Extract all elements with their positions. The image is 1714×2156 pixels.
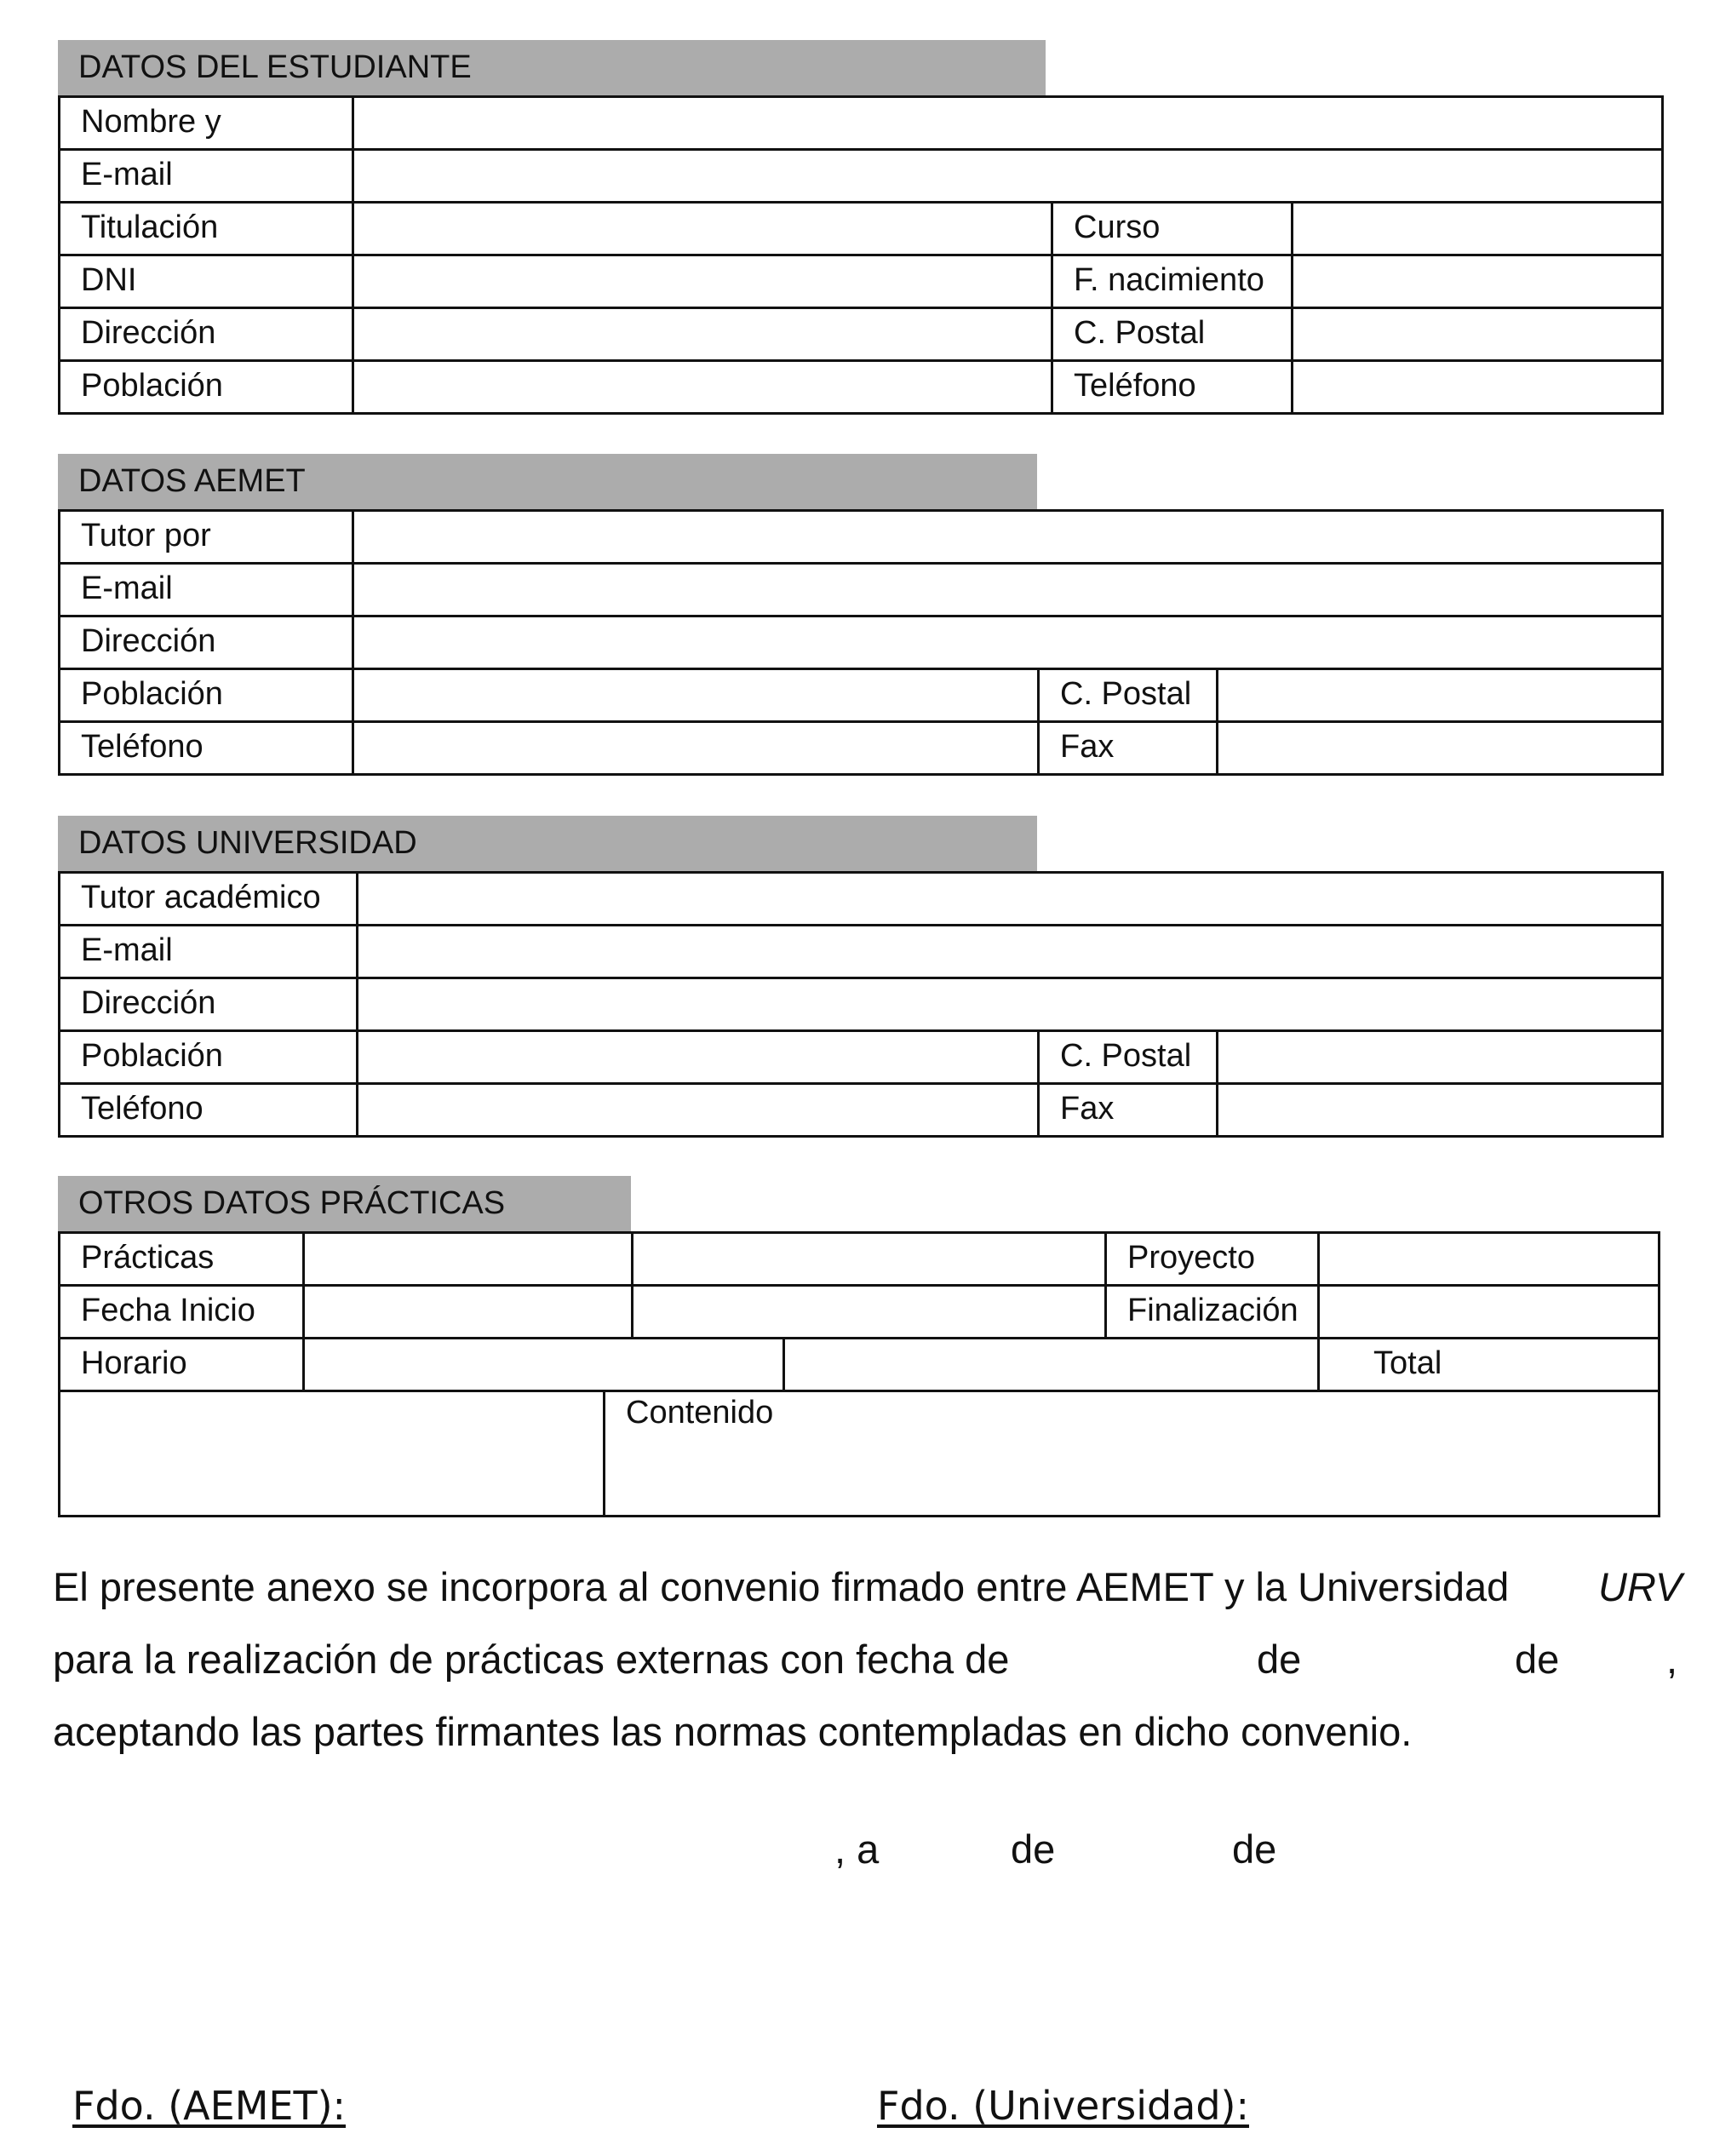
uni-direccion-field[interactable]: [356, 977, 1664, 1032]
label-uni-direccion: Dirección: [58, 977, 358, 1032]
label-aemet-direccion: Dirección: [58, 615, 354, 670]
aemet-poblacion-field[interactable]: [352, 668, 1040, 723]
label-uni-postal: C. Postal: [1037, 1029, 1218, 1085]
place-date-de-1: de: [1011, 1826, 1056, 1872]
label-aemet-telefono: Teléfono: [58, 720, 354, 776]
label-uni-poblacion: Población: [58, 1029, 358, 1085]
label-finalizacion: Finalización: [1104, 1284, 1320, 1339]
horario-field-2[interactable]: [782, 1337, 1320, 1392]
horario-field-1[interactable]: [302, 1337, 785, 1392]
section-header-estudiante: DATOS DEL ESTUDIANTE: [58, 40, 1046, 95]
label-poblacion: Población: [58, 359, 354, 415]
uni-email-field[interactable]: [356, 924, 1664, 979]
aemet-postal-field[interactable]: [1216, 668, 1664, 723]
label-dni: DNI: [58, 254, 354, 309]
label-uni-telefono: Teléfono: [58, 1082, 358, 1138]
practicas-field-1[interactable]: [302, 1231, 633, 1287]
practicas-field-2[interactable]: [631, 1231, 1107, 1287]
nacimiento-field[interactable]: [1291, 254, 1664, 309]
annex-comma: ,: [1666, 1637, 1678, 1682]
section-header-aemet: DATOS AEMET: [58, 454, 1037, 509]
annex-de-2: de: [1515, 1637, 1560, 1682]
telefono-field[interactable]: [1291, 359, 1664, 415]
label-curso: Curso: [1051, 201, 1293, 256]
section-header-otros: OTROS DATOS PRÁCTICAS: [58, 1176, 631, 1231]
fecha-inicio-field-1[interactable]: [302, 1284, 633, 1339]
annex-line-3-text: aceptando las partes firmantes las normas contempladas en dicho convenio.: [53, 1709, 1413, 1754]
contenido-left-field[interactable]: [58, 1390, 605, 1517]
label-titulacion: Titulación: [58, 201, 354, 256]
label-aemet-email: E-mail: [58, 562, 354, 617]
label-postal: C. Postal: [1051, 307, 1293, 362]
nombre-field[interactable]: [352, 95, 1664, 151]
fecha-inicio-field-2[interactable]: [631, 1284, 1107, 1339]
annex-line-2-text: para la realización de prácticas externas con fecha de: [53, 1637, 1010, 1682]
contenido-field[interactable]: [603, 1390, 1660, 1517]
annex-de-1: de: [1257, 1637, 1302, 1682]
label-practicas: Prácticas: [58, 1231, 305, 1287]
label-uni-email: E-mail: [58, 924, 358, 979]
label-direccion: Dirección: [58, 307, 354, 362]
signature-universidad-label: Fdo. (Universidad):: [877, 2083, 1249, 2129]
label-aemet-fax: Fax: [1037, 720, 1218, 776]
curso-field[interactable]: [1291, 201, 1664, 256]
label-uni-fax: Fax: [1037, 1082, 1218, 1138]
uni-fax-field[interactable]: [1216, 1082, 1664, 1138]
label-horario: Horario: [58, 1337, 305, 1392]
uni-tutor-field[interactable]: [356, 871, 1664, 926]
label-nombre: Nombre y: [58, 95, 354, 151]
direccion-field[interactable]: [352, 307, 1053, 362]
annex-university: URV: [1598, 1564, 1682, 1609]
annex-line-1-text: El presente anexo se incorpora al convenio firmado entre AEMET y la Universidad: [53, 1564, 1510, 1609]
titulacion-field[interactable]: [352, 201, 1053, 256]
label-uni-tutor: Tutor académico: [58, 871, 358, 926]
label-aemet-poblacion: Población: [58, 668, 354, 723]
dni-field[interactable]: [352, 254, 1053, 309]
postal-field[interactable]: [1291, 307, 1664, 362]
label-telefono: Teléfono: [1051, 359, 1293, 415]
aemet-tutor-field[interactable]: [352, 509, 1664, 565]
uni-poblacion-field[interactable]: [356, 1029, 1040, 1085]
place-date-de-2: de: [1232, 1826, 1277, 1872]
label-contenido: Contenido: [626, 1395, 774, 1431]
label-proyecto: Proyecto: [1104, 1231, 1320, 1287]
label-aemet-tutor: Tutor por: [58, 509, 354, 565]
label-nacimiento: F. nacimiento: [1051, 254, 1293, 309]
poblacion-field[interactable]: [352, 359, 1053, 415]
aemet-fax-field[interactable]: [1216, 720, 1664, 776]
aemet-email-field[interactable]: [352, 562, 1664, 617]
place-date-a: , a: [834, 1826, 880, 1872]
aemet-direccion-field[interactable]: [352, 615, 1664, 670]
label-total: Total: [1317, 1337, 1660, 1392]
uni-postal-field[interactable]: [1216, 1029, 1664, 1085]
label-fecha-inicio: Fecha Inicio: [58, 1284, 305, 1339]
label-email: E-mail: [58, 148, 354, 204]
finalizacion-field[interactable]: [1317, 1284, 1660, 1339]
aemet-telefono-field[interactable]: [352, 720, 1040, 776]
proyecto-field[interactable]: [1317, 1231, 1660, 1287]
uni-telefono-field[interactable]: [356, 1082, 1040, 1138]
section-header-universidad: DATOS UNIVERSIDAD: [58, 816, 1037, 871]
email-field[interactable]: [352, 148, 1664, 204]
signature-aemet-label: Fdo. (AEMET):: [72, 2083, 347, 2129]
label-aemet-postal: C. Postal: [1037, 668, 1218, 723]
